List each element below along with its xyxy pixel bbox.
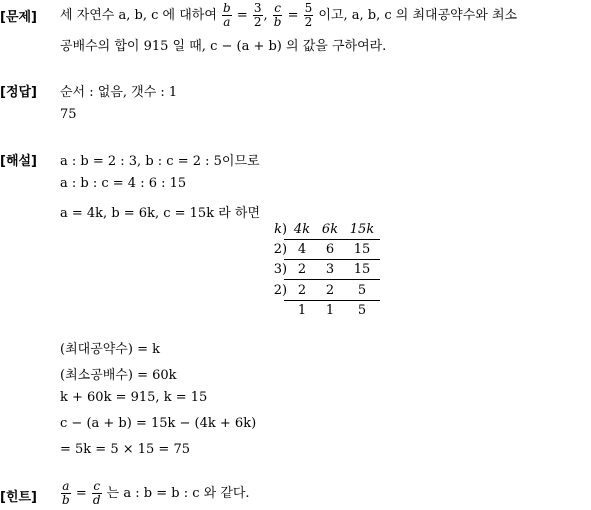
problem-tag: [문제]	[0, 10, 37, 25]
problem-line-1	[60, 2, 517, 29]
ladder-cell: 2	[325, 283, 335, 298]
ladder-cell: 1	[297, 303, 307, 318]
answer-tag: [정답]	[0, 85, 37, 100]
ladder-rule	[284, 279, 380, 280]
ladder-cell: 15	[353, 242, 371, 257]
ladder-divisor: 3	[273, 262, 282, 277]
hint-line	[60, 480, 250, 507]
solution-tag: [해설]	[0, 154, 37, 169]
ladder-paren: )	[282, 242, 288, 257]
ladder-cell: 4k	[293, 222, 311, 237]
ladder-rule	[284, 300, 380, 301]
solution-line-1: a : b = 2 : 3, b : c = 2 : 5이므로	[60, 154, 260, 169]
ladder-rule	[284, 239, 380, 240]
problem-text-a: 세 자연수 a, b, c 에 대하여	[60, 8, 222, 23]
hint-tag: [힌트]	[0, 490, 37, 505]
ladder-cell: 1	[325, 303, 335, 318]
ladder-divisor: 2	[273, 283, 282, 298]
fraction-c-over-d: $\frac{c}{d}$	[92, 479, 101, 507]
solution-line-4: (최대공약수) = k	[60, 342, 160, 357]
ladder-cell: 6k	[321, 222, 339, 237]
hint-text: 는 a : b = b : c 와 같다.	[102, 486, 250, 501]
problem-text-b: 이고, a, b, c 의 최대공약수와 최소	[314, 8, 518, 23]
solution-line-5: (최소공배수) = 60k	[60, 368, 177, 383]
solution-line-3: a = 4k, b = 6k, c = 15k 라 하면	[60, 206, 261, 221]
ladder-cell: 2	[297, 262, 307, 277]
comma-separator: ,	[263, 8, 272, 23]
fraction-a-over-b: $\frac{a}{b}$	[62, 479, 70, 507]
ladder-rule	[284, 259, 380, 260]
ladder-cell: 5	[357, 303, 367, 318]
solution-line-7: c − (a + b) = 15k − (4k + 6k)	[60, 416, 257, 431]
ladder-divisor: k	[274, 222, 282, 237]
division-ladder	[266, 222, 382, 320]
ladder-cell: 2	[297, 283, 307, 298]
fraction-5-over-2: $\frac{5}{2}$	[304, 1, 313, 29]
answer-order-count: 순서 : 없음, 갯수 : 1	[60, 85, 178, 100]
ladder-row	[266, 303, 382, 323]
ladder-paren: )	[282, 283, 288, 298]
solution-line-6: k + 60k = 915, k = 15	[60, 390, 208, 405]
equals-sign: =	[71, 486, 91, 501]
fraction-3-over-2: $\frac{3}{2}$	[253, 1, 262, 29]
ladder-paren: )	[282, 262, 288, 277]
problem-line-2: 공배수의 합이 915 일 때, c − (a + b) 의 값을 구하여라.	[60, 39, 387, 54]
equals-sign: =	[283, 8, 303, 23]
ladder-cell: 4	[297, 242, 307, 257]
solution-line-2: a : b : c = 4 : 6 : 15	[60, 176, 187, 191]
fraction-b-over-a: $\frac{b}{a}$	[223, 1, 231, 29]
ladder-divisor: 2	[273, 242, 282, 257]
equals-sign: =	[232, 8, 252, 23]
solution-line-8: = 5k = 5 × 15 = 75	[60, 442, 190, 457]
ladder-cell: 3	[325, 262, 335, 277]
ladder-cell: 5	[357, 283, 367, 298]
answer-value: 75	[60, 107, 77, 122]
ladder-paren: )	[282, 222, 288, 237]
fraction-c-over-b: $\frac{c}{b}$	[273, 1, 282, 29]
ladder-cell: 15k	[349, 222, 375, 237]
ladder-cell: 6	[325, 242, 335, 257]
ladder-cell: 15	[353, 262, 371, 277]
